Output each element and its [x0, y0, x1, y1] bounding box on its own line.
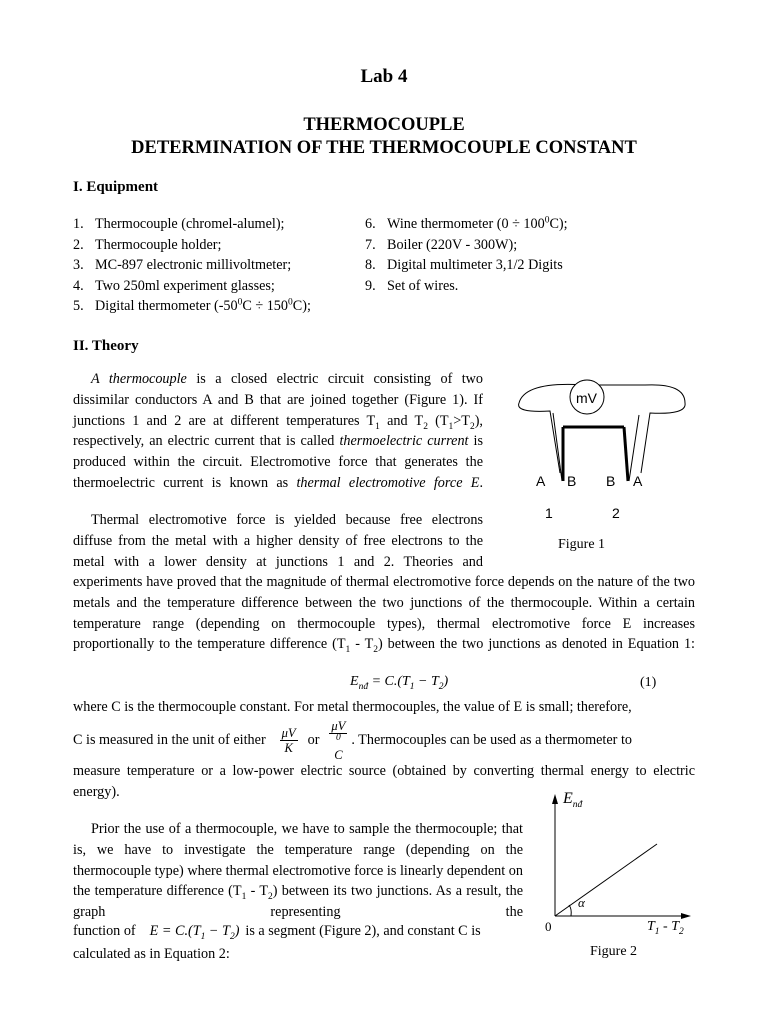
figure-2-caption: Figure 2: [590, 944, 638, 959]
graph-x-label: $T_1 - T_2$: [647, 919, 684, 937]
theory-paragraph-4: Prior the use of a thermocouple, we have to sample the thermocouple; that is, we have to investigate the temperature range (depending on the thermocouple type) where thermal electromotive force is linearly dependent on the temperature difference $(T_1 - T_2)$ between its two junctions. As a result, the graph representing the: [73, 821, 523, 921]
theory-paragraph-2a: Thermal electromotive force is yielded because free electrons diffuse from the metal with a higher density of free electrons to the metal with a lower density at junctions 1 and 2. Theories and: [73, 512, 483, 570]
label-a-left: A: [536, 473, 546, 489]
graph-origin: 0: [545, 919, 552, 934]
lab-number: Lab 4: [360, 66, 408, 87]
theory-paragraph-3c: measure temperature or a low-power electric source (obtained by converting thermal energy to electric energy).: [73, 763, 695, 800]
theory-paragraph-3a: where C is the thermocouple constant. For metal thermocouples, the value of E is small; therefore,: [73, 699, 632, 715]
unit-uv-per-c: μV $^0$ C: [331, 719, 346, 762]
equipment-item: 1. Thermocouple (chromel-alumel);: [73, 216, 285, 232]
label-a-right: A: [633, 473, 643, 489]
theory-paragraph-2b: experiments have proved that the magnitude of thermal electromotive force depends on the nature of the two metals and the temperature difference between the two junctions of the thermocouple. Within a certain temperature range (depending on thermocouple types), thermal electromotive force E increases proportionally to the temperature difference $(T_1 - T_2)$ between the two junctions as denoted in Equation 1:: [73, 574, 695, 656]
meter-label: mV: [576, 390, 597, 406]
junction-1-label: 1: [545, 505, 553, 521]
equation-1: $E_{nđ} = C.(T_1 - T_2)$: [350, 674, 449, 692]
theory-paragraph-1: A thermocouple is a closed electric circuit consisting of two dissimilar conductors A and B that are joined together (Figure 1). If junctions 1 and 2 are at different temperatures $T_1$ and $T_2$ $(T_1>T_2)$, respectively, an electric current that is called thermoelectric current is produced within the circuit. Electromotive force that generates the thermoelectric current is known as thermal electromotive force E.: [73, 371, 484, 491]
equipment-heading: I. Equipment: [73, 179, 159, 195]
theory-paragraph-4-function-line: function of $E = C.(T_1 - T_2)$ is a segment (Figure 2), and constant C is: [73, 923, 481, 942]
y-axis-arrow: [552, 794, 558, 804]
equation-1-number: (1): [640, 675, 657, 690]
wire-a-right: [629, 415, 639, 481]
label-b-right: B: [606, 473, 616, 489]
figure-1-caption: Figure 1: [558, 537, 606, 552]
graph-y-label: $E_{nđ}$: [563, 790, 583, 811]
equipment-item: 7. Boiler (220V - 300W);: [365, 236, 518, 253]
theory-paragraph-3b: C is measured in the unit of either $\frac{\mu V}{K}$ or μV $^0$ C . Thermocouples can be used as a thermometer to: [73, 719, 632, 762]
equipment-item: 8. Digital multimeter 3,1/2 Digits: [365, 257, 563, 274]
theory-paragraph-4-end: calculated as in Equation 2:: [73, 946, 230, 962]
equipment-list-right: [365, 214, 568, 296]
equipment-item: 4. Two 250ml experiment glasses;: [73, 277, 275, 294]
thermocouple-diagram: [505, 375, 695, 525]
wire-a-left: [553, 413, 562, 481]
equipment-item: 6. Wine thermometer $(0 \div 100^0C)$;: [365, 215, 568, 232]
title-determination: DETERMINATION OF THE THERMOCOUPLE CONSTANT: [131, 138, 637, 158]
function-equation: $E = C.(T_1 - T_2)$: [149, 923, 240, 942]
wire-b-right: [624, 427, 628, 481]
angle-alpha: α: [578, 895, 585, 910]
unit-uv-per-k: $\frac{\mu V}{K}$: [281, 726, 296, 755]
angle-arc: [569, 905, 571, 916]
equipment-list-left: [73, 214, 311, 317]
title-thermocouple: THERMOCOUPLE: [303, 115, 465, 135]
emf-graph: [545, 792, 695, 927]
emf-line: [555, 844, 657, 916]
equipment-item: 2. Thermocouple holder;: [73, 236, 222, 253]
theory-heading: II. Theory: [73, 338, 139, 354]
label-b-left: B: [567, 473, 577, 489]
equipment-item: 3. MC-897 electronic millivoltmeter;: [73, 257, 292, 274]
equipment-item: 5. Digital thermometer $(-50^0C \div 150^0C)$;: [73, 297, 311, 315]
junction-2-label: 2: [612, 505, 620, 521]
equipment-item: 9. Set of wires.: [365, 277, 459, 294]
